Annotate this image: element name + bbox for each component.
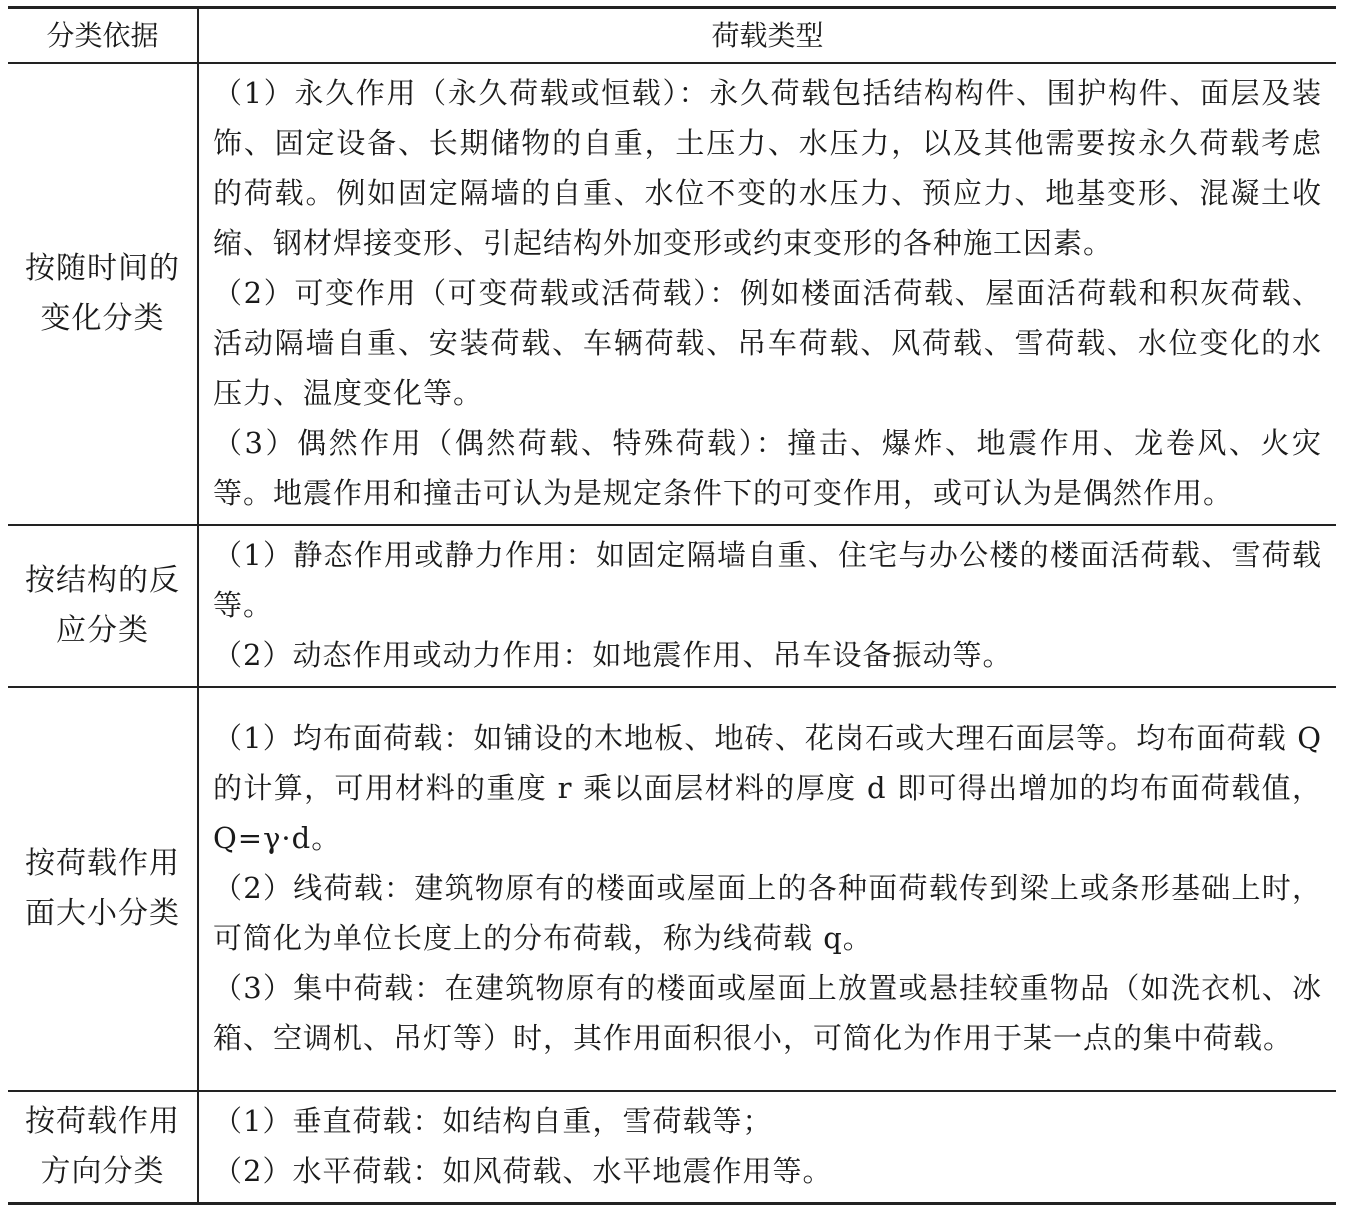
load-types-cell xyxy=(198,63,1336,525)
load-type-item: （1）永久作用（永久荷载或恒载）：永久荷载包括结构构件、围护构件、面层及装饰、固定设备、长期储物的自重，土压力、水压力，以及其他需要按永久荷载考虑的荷载。例如固定隔墙的自重、水位不变的水压力、预应力、地基变形、混凝土收缩、钢材焊接变形、引起结构外加变形或约束变形的各种施工因素。 xyxy=(213,76,1322,260)
load-classification-table xyxy=(8,6,1336,1205)
load-type-item: （1）均布面荷载：如铺设的木地板、地砖、花岗石或大理石面层等。均布面荷载 Q 的计算，可用材料的重度 r 乘以面层材料的厚度 d 即可得出增加的均布面荷载值，Q=γ·d。 xyxy=(213,721,1322,855)
load-types-cell xyxy=(198,1091,1336,1204)
load-types-cell xyxy=(198,687,1336,1091)
table-header-row xyxy=(8,8,1336,64)
category-cell: 按随时间的变化分类 xyxy=(8,63,198,525)
load-types-cell xyxy=(198,525,1336,687)
load-type-item: （1）静态作用或静力作用：如固定隔墙自重、住宅与办公楼的楼面活荷载、雪荷载等。 xyxy=(213,538,1322,622)
load-classification-table-wrapper xyxy=(8,6,1336,1205)
load-type-item: （3）集中荷载：在建筑物原有的楼面或屋面上放置或悬挂较重物品（如洗衣机、冰箱、空调机、吊灯等）时，其作用面积很小，可简化为作用于某一点的集中荷载。 xyxy=(213,971,1322,1055)
header-load-type: 荷载类型 xyxy=(198,8,1336,64)
load-type-item: （2）可变作用（可变荷载或活荷载）：例如楼面活荷载、屋面活荷载和积灰荷载、活动隔墙自重、安装荷载、车辆荷载、吊车荷载、风荷载、雪荷载、水位变化的水压力、温度变化等。 xyxy=(213,276,1322,410)
header-classification-basis: 分类依据 xyxy=(8,8,198,64)
table-row-structural-response xyxy=(8,525,1336,687)
category-cell: 按荷载作用面大小分类 xyxy=(8,687,198,1091)
table-row-time-variation xyxy=(8,63,1336,525)
category-cell: 按结构的反应分类 xyxy=(8,525,198,687)
table-row-action-area xyxy=(8,687,1336,1091)
category-cell: 按荷载作用方向分类 xyxy=(8,1091,198,1204)
load-type-item: （2）线荷载：建筑物原有的楼面或屋面上的各种面荷载传到梁上或条形基础上时，可简化为单位长度上的分布荷载，称为线荷载 q。 xyxy=(213,871,1322,955)
load-type-item: （1）垂直荷载：如结构自重，雪荷载等； xyxy=(213,1104,773,1138)
load-type-item: （2）动态作用或动力作用：如地震作用、吊车设备振动等。 xyxy=(213,638,1013,672)
table-row-action-direction xyxy=(8,1091,1336,1204)
load-type-item: （2）水平荷载：如风荷载、水平地震作用等。 xyxy=(213,1154,833,1188)
load-type-item: （3）偶然作用（偶然荷载、特殊荷载）：撞击、爆炸、地震作用、龙卷风、火灾等。地震作用和撞击可认为是规定条件下的可变作用，或可认为是偶然作用。 xyxy=(213,426,1322,510)
